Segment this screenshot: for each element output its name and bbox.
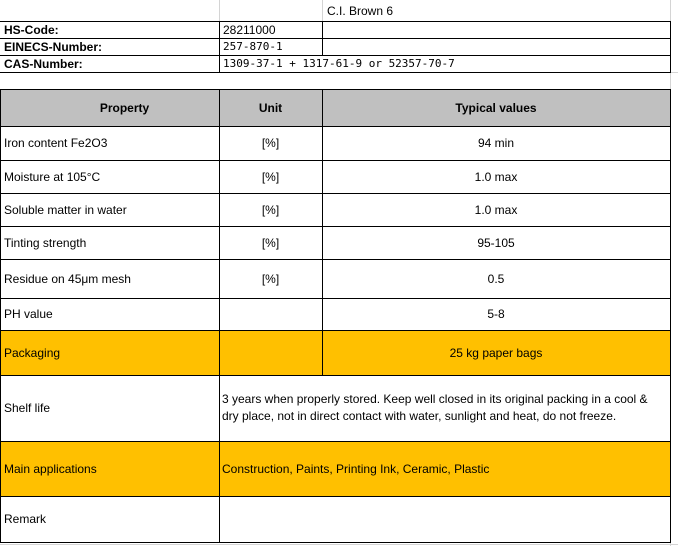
border-line (0, 89, 1, 543)
border-line (0, 89, 671, 90)
cas-value[interactable]: 1309-37-1 + 1317-61-9 or 52357-70-7 (223, 57, 455, 70)
unit-cell[interactable]: [%] (261, 271, 280, 286)
border-line (0, 496, 671, 497)
shelf-life-label[interactable]: Shelf life (4, 401, 51, 415)
border-line (0, 298, 671, 299)
einecs-value[interactable]: 257-870-1 (223, 40, 283, 53)
packaging-value[interactable]: 25 kg paper bags (322, 330, 670, 375)
value-cell[interactable]: 94 min (477, 136, 515, 150)
hs-code-label[interactable]: HS-Code: (4, 22, 59, 37)
value-cell[interactable]: 0.5 (487, 271, 505, 286)
border-line (322, 21, 323, 55)
value-cell[interactable]: 95-105 (477, 235, 515, 250)
remark-value[interactable] (219, 496, 670, 542)
property-cell[interactable]: Moisture at 105°C (4, 169, 101, 184)
document-title[interactable]: C.I. Brown 6 (327, 3, 394, 18)
main-applications-label[interactable]: Main applications (0, 441, 219, 496)
unit-cell[interactable]: [%] (261, 202, 280, 217)
border-line (219, 21, 220, 73)
property-header[interactable]: Property (0, 90, 249, 126)
border-line (0, 38, 671, 39)
gridline (0, 544, 678, 545)
main-applications-value[interactable]: Construction, Paints, Printing Ink, Ceramic, Plastic (219, 441, 670, 496)
border-line (0, 330, 671, 331)
border-line (219, 89, 220, 543)
einecs-label[interactable]: EINECS-Number: (4, 39, 103, 54)
remark-label[interactable]: Remark (4, 512, 47, 526)
border-line (0, 193, 671, 194)
border-line (670, 89, 671, 543)
border-line (0, 160, 671, 161)
property-cell[interactable]: Residue on 45μm mesh (4, 271, 131, 286)
border-line (0, 21, 671, 22)
property-cell[interactable]: Soluble matter in water (4, 202, 127, 217)
unit-cell[interactable]: [%] (261, 235, 280, 250)
border-line (0, 72, 671, 73)
border-line (0, 375, 671, 376)
property-cell[interactable]: Tinting strength (4, 235, 87, 250)
cas-label[interactable]: CAS-Number: (4, 56, 83, 71)
value-cell[interactable]: 1.0 max (474, 169, 518, 184)
border-line (322, 89, 323, 376)
hs-code-value[interactable]: 28211000 (223, 22, 276, 37)
border-line (0, 441, 671, 442)
packaging-label[interactable]: Packaging (0, 330, 219, 375)
property-cell[interactable]: Iron content Fe2O3 (4, 136, 108, 150)
border-line (0, 226, 671, 227)
shelf-life-value[interactable]: 3 years when properly stored. Keep well closed in its original packing in a cool & dry place, not in direct contact with water, sunlight and heat, do not freeze. (222, 392, 648, 423)
property-cell[interactable]: PH value (4, 307, 53, 321)
border-line (0, 542, 671, 543)
unit-cell[interactable] (219, 298, 322, 330)
border-line (0, 55, 671, 56)
border-line (670, 21, 671, 73)
unit-header[interactable]: Unit (219, 90, 322, 126)
value-cell[interactable]: 1.0 max (474, 202, 518, 217)
packaging-unit-cell[interactable] (219, 330, 322, 375)
unit-cell[interactable]: [%] (261, 136, 280, 150)
border-line (0, 126, 671, 127)
value-cell[interactable]: 5-8 (487, 307, 505, 321)
border-line (0, 259, 671, 260)
typical-values-header[interactable]: Typical values (322, 90, 670, 126)
unit-cell[interactable]: [%] (261, 169, 280, 184)
